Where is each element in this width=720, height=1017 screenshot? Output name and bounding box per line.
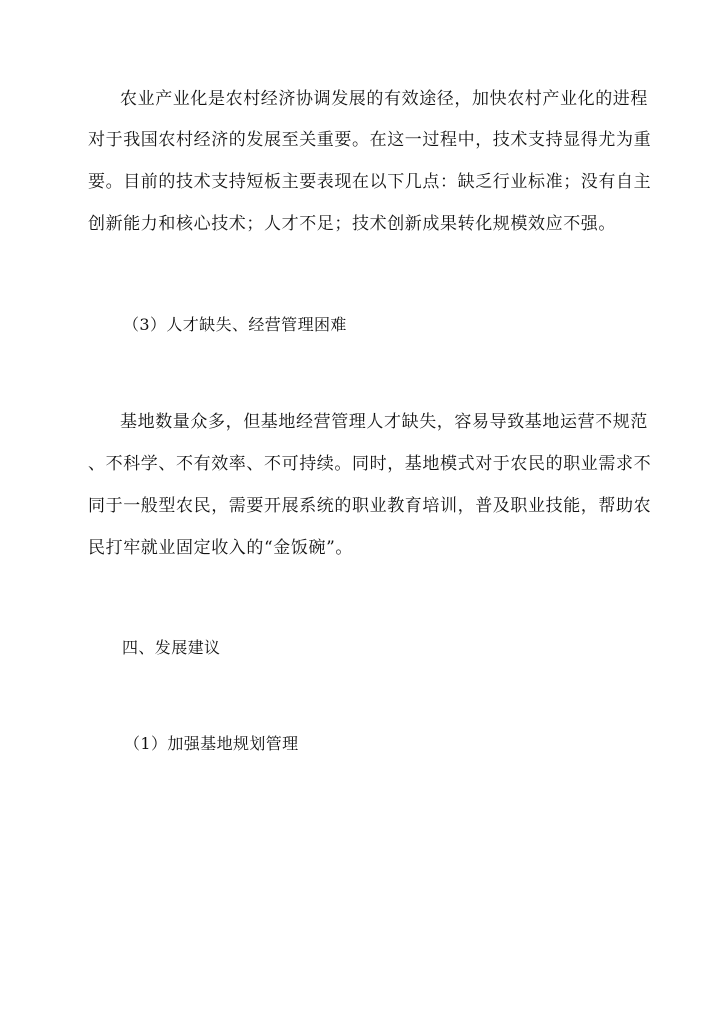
paragraph-line: 同于一般型农民，需要开展系统的职业教育培训，普及职业技能，帮助农 (88, 496, 652, 516)
paragraph-line: 要。目前的技术支持短板主要表现在以下几点：缺乏行业标准；没有自主 (88, 172, 652, 192)
paragraph-line: 、不科学、不有效率、不可持续。同时，基地模式对于农民的职业需求不 (88, 454, 652, 474)
paragraph-line: 农业产业化是农村经济协调发展的有效途径，加快农村产业化的进程 (120, 89, 648, 109)
section-heading-suggestions: 四、发展建议 (122, 638, 221, 657)
paragraph-line: 对于我国农村经济的发展至关重要。在这一过程中，技术支持显得尤为重 (88, 130, 652, 150)
subheading-talent-shortage: （3）人才缺失、经营管理困难 (123, 315, 347, 334)
paragraph-line: 创新能力和核心技术；人才不足；技术创新成果转化规模效应不强。 (88, 214, 616, 234)
paragraph-line: 民打牢就业固定收入的“金饭碗”。 (88, 538, 353, 558)
paragraph-line: 基地数量众多，但基地经营管理人才缺失，容易导致基地运营不规范 (120, 412, 648, 432)
subheading-base-planning: （1）加强基地规划管理 (124, 734, 299, 753)
